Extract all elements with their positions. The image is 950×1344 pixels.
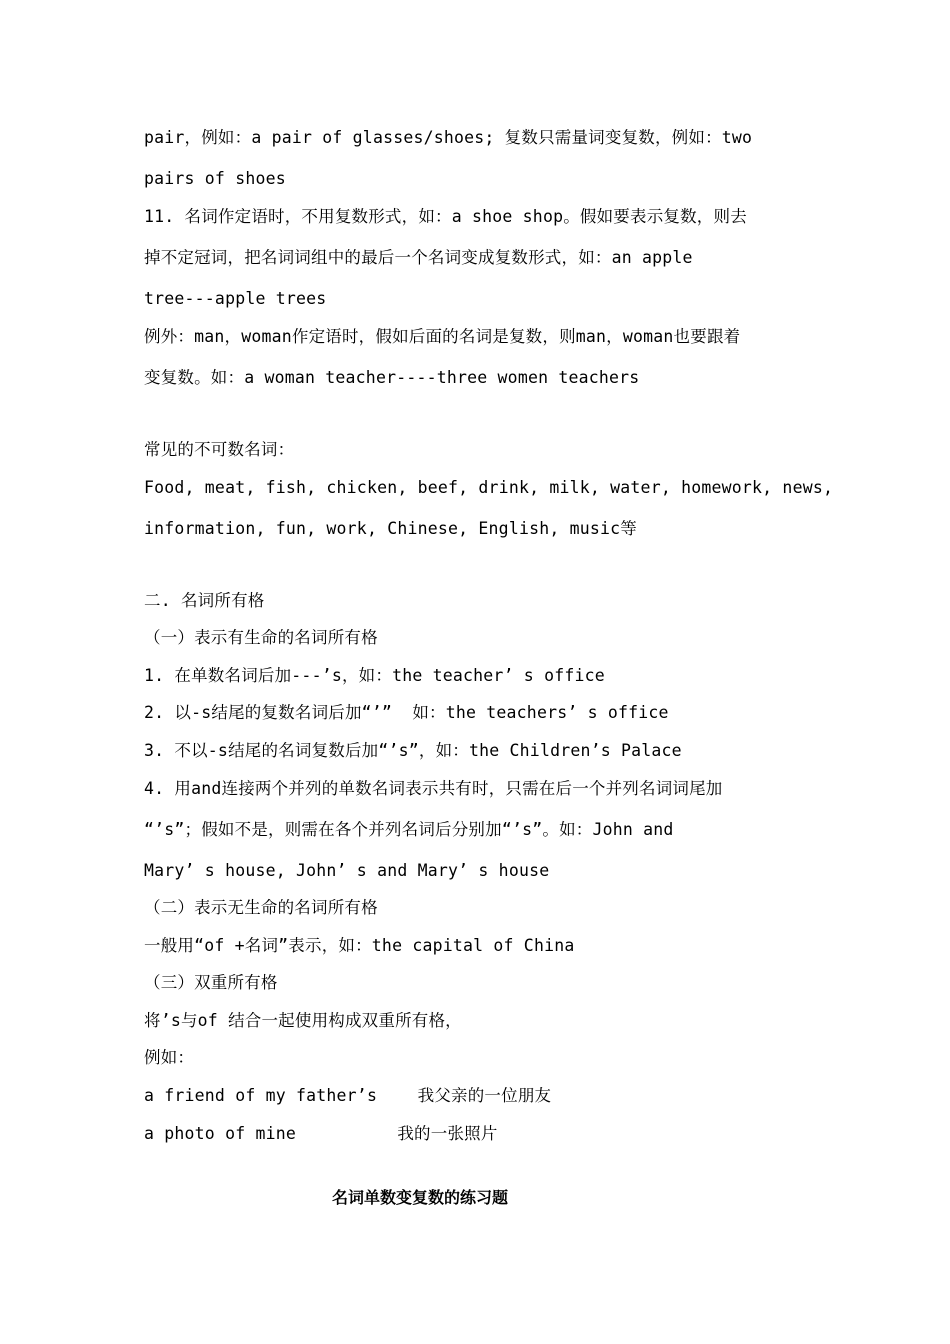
text-line: 1. 在单数名词后加---’s，如：the teacher’ s office <box>144 666 605 685</box>
text-line: 将’s与of 结合一起使用构成双重所有格， <box>144 1011 462 1030</box>
text-line: 例外：man，woman作定语时，假如后面的名词是复数，则man，woman也要跟着 <box>144 327 741 346</box>
text-line: （一）表示有生命的名词所有格 <box>144 628 378 647</box>
text-line: information, fun, work, Chinese, English, music等 <box>144 519 637 538</box>
text-line: “’s”；假如不是，则需在各个并列名词后分别加“’s”。如：John and <box>144 820 674 839</box>
text-line: tree---apple trees <box>144 289 327 308</box>
exercise-title: 名词单数变复数的练习题 <box>331 1188 508 1207</box>
text-line: 4. 用and连接两个并列的单数名词表示共有时，只需在后一个并列名词词尾加 <box>144 779 723 798</box>
text-line: 例如： <box>144 1048 195 1067</box>
section-heading: 二. 名词所有格 <box>144 591 265 610</box>
text-line: 3. 不以-s结尾的名词复数后加“’s”，如：the Children’s Palace <box>144 741 682 760</box>
text-line: 常见的不可数名词： <box>144 440 295 459</box>
text-line: Food, meat, fish, chicken, beef, drink, milk, water, homework, news, <box>144 478 834 497</box>
text-line: 2. 以-s结尾的复数名词后加“’” 如：the teachers’ s office <box>144 703 669 722</box>
text-line: 掉不定冠词，把名词词组中的最后一个名词变成复数形式，如：an apple <box>144 248 693 267</box>
text-line: 变复数。如：a woman teacher----three women teachers <box>144 368 640 387</box>
text-line: pair，例如：a pair of glasses/shoes; 复数只需量词变复数，例如：two <box>144 128 753 147</box>
text-line: （三）双重所有格 <box>144 973 278 992</box>
text-line: 一般用“of +名词”表示，如：the capital of China <box>144 936 575 955</box>
text-line: 11. 名词作定语时，不用复数形式，如：a shoe shop。假如要表示复数，则去 <box>144 207 747 226</box>
text-line: a photo of mine 我的一张照片 <box>144 1124 498 1143</box>
text-line: pairs of shoes <box>144 169 286 188</box>
text-line: Mary’ s house, John’ s and Mary’ s house <box>144 861 550 880</box>
text-line: （二）表示无生命的名词所有格 <box>144 898 378 917</box>
text-line: a friend of my father’s 我父亲的一位朋友 <box>144 1086 552 1105</box>
